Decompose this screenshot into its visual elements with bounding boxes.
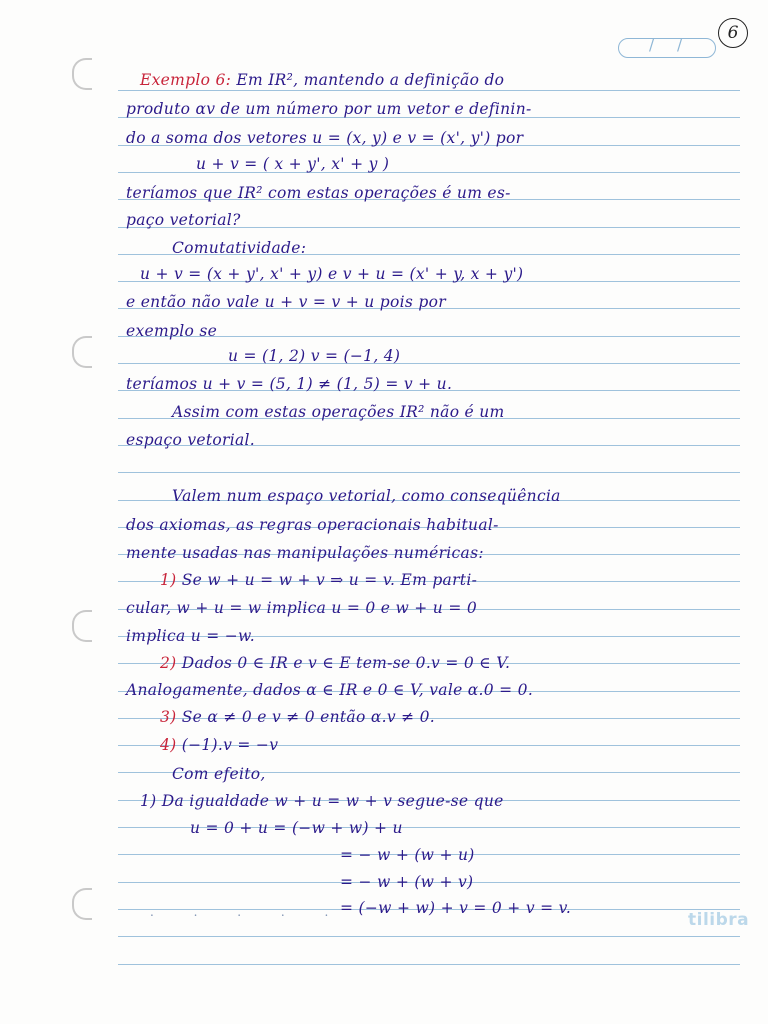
accent-label: 1) [160,571,177,589]
note-line-l16: dos axiomas, as regras operacionais habitual- [126,516,499,534]
note-line-l26: 1) Da igualdade w + u = w + v segue-se que [140,792,504,810]
ruling-line [118,964,740,965]
accent-label: Exemplo 6: [140,71,232,89]
ruling-line [118,472,740,473]
note-line-l17: mente usadas nas manipulações numéricas: [126,544,484,562]
note-line-l5: teríamos que IR² com estas operações é um es- [126,184,511,202]
ruling-line [118,363,740,364]
note-line-l15: Valem num espaço vetorial, como conseqüência [172,487,561,505]
accent-label: 2) [160,654,177,672]
ruling-line [118,90,740,91]
note-line-l6: paço vetorial? [126,211,241,229]
note-line-l7: Comutatividade: [172,239,307,257]
note-line-l8: u + v = (x + y', x' + y) e v + u = (x' + y, x + y') [140,265,524,283]
brand-logo: tilibra [688,910,750,930]
note-line-l25: Com efeito, [172,765,266,783]
note-line-l4: u + v = ( x + y', x' + y ) [196,155,390,173]
note-line-l12: teríamos u + v = (5, 1) ≠ (1, 5) = v + u. [126,375,453,393]
dotted-marks: . . . . . [150,905,347,919]
ruling-line [118,936,740,937]
binder-hole [72,58,92,90]
date-field: / / [618,38,716,58]
note-line-l1: Exemplo 6: Em IR², mantendo a definição do [140,71,505,89]
accent-label: 4) [160,736,177,754]
note-line-l19: cular, w + u = w implica u = 0 e w + u = 0 [126,599,477,617]
accent-label: 3) [160,708,177,726]
note-line-l3: do a soma dos vetores u = (x, y) e v = (x', y') por [126,129,524,147]
note-line-l30: = (−w + w) + v = 0 + v = v. [340,899,572,917]
note-line-l11: u = (1, 2) v = (−1, 4) [228,347,401,365]
binder-hole [72,610,92,642]
note-line-l27: u = 0 + u = (−w + w) + u [190,819,403,837]
note-line-l9: e então não vale u + v = v + u pois por [126,293,446,311]
binder-hole [72,888,92,920]
note-line-l28: = − w + (w + u) [340,846,475,864]
note-line-l23: 3) Se α ≠ 0 e v ≠ 0 então α.v ≠ 0. [160,708,436,726]
note-line-l14: espaço vetorial. [126,431,256,449]
page-number: 6 [718,18,748,48]
note-line-l22: Analogamente, dados α ∈ IR e 0 ∈ V, vale α.0 = 0. [126,681,534,699]
note-line-l18: 1) Se w + u = w + v ⇒ u = v. Em parti- [160,571,478,589]
note-line-l13: Assim com estas operações IR² não é um [172,403,505,421]
note-line-l29: = − w + (w + v) [340,873,474,891]
note-line-l24: 4) (−1).v = −v [160,736,279,754]
note-line-l2: produto αv de um número por um vetor e definin- [126,100,532,118]
binder-hole [72,336,92,368]
note-line-l20: implica u = −w. [126,627,256,645]
note-line-l21: 2) Dados 0 ∈ IR e v ∈ E tem-se 0.v = 0 ∈ V. [160,654,511,672]
note-line-l10: exemplo se [126,322,218,340]
